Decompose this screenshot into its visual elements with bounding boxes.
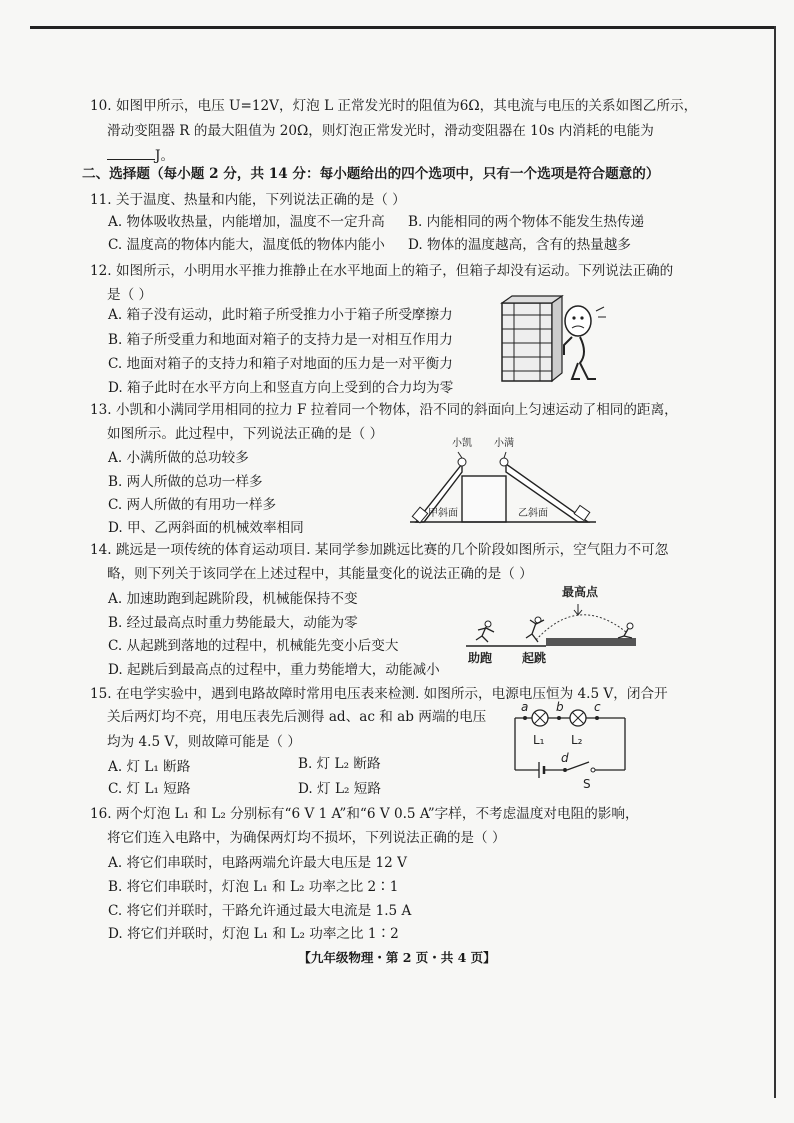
q11-option-d: D. 物体的温度越高，含有的热量越多 bbox=[408, 237, 631, 253]
q14-fig-run: 助跑 bbox=[468, 651, 493, 665]
q16-stem2: 将它们连入电路中，为确保两灯均不损坏，下列说法正确的是（ ） bbox=[107, 830, 506, 846]
q11-option-b: B. 内能相同的两个物体不能发生热传递 bbox=[408, 214, 645, 230]
q10-line2: 滑动变阻器 R 的最大阻值为 20Ω，则灯泡正常发光时，滑动变阻器在 10s 内消耗的电能为 bbox=[107, 123, 654, 139]
q12-option-d: D. 箱子此时在水平方向上和竖直方向上受到的合力均为零 bbox=[108, 380, 454, 396]
q13-fig-left-slope: 甲斜面 bbox=[428, 508, 458, 519]
q16-stem1: 16. 两个灯泡 L₁ 和 L₂ 分别标有“6 V 1 A”和“6 V 0.5 A”字样，不考虑温度对电阻的影响， bbox=[90, 806, 639, 822]
q15-fig-l2: L₂ bbox=[571, 733, 583, 747]
q15-fig-d: d bbox=[561, 751, 569, 765]
q15-fig-s: S bbox=[583, 777, 591, 790]
q16-option-d: D. 将它们并联时，灯泡 L₁ 和 L₂ 功率之比 1∶2 bbox=[108, 926, 399, 942]
q14-option-a: A. 加速助跑到起跳阶段，机械能保持不变 bbox=[108, 591, 358, 607]
q13-slope-figure bbox=[410, 432, 610, 532]
q15-stem2: 关后两灯均不亮，用电压表先后测得 ad、ac 和 ab 两端的电压 bbox=[107, 709, 487, 725]
q13-fig-right-person: 小满 bbox=[494, 438, 514, 449]
q14-option-d: D. 起跳后到最高点的过程中，重力势能增大，动能减小 bbox=[108, 662, 440, 678]
q15-option-b: B. 灯 L₂ 断路 bbox=[298, 756, 381, 772]
q15-stem1: 15. 在电学实验中，遇到电路故障时常用电压表来检测. 如图所示，电源电压恒为 4.5 V，闭合开 bbox=[90, 686, 668, 702]
q14-long-jump-figure bbox=[466, 580, 646, 665]
q15-fig-b: b bbox=[556, 700, 564, 714]
q14-stem1: 14. 跳远是一项传统的体育运动项目. 某同学参加跳远比赛的几个阶段如图所示，空气阻力不可忽 bbox=[90, 542, 669, 558]
q12-option-b: B. 箱子所受重力和地面对箱子的支持力是一对相互作用力 bbox=[108, 332, 453, 348]
q12-stem1: 12. 如图所示，小明用水平推力推静止在水平地面上的箱子，但箱子却没有运动。下列说法正确的 bbox=[90, 263, 674, 279]
q15-option-a: A. 灯 L₁ 断路 bbox=[108, 759, 191, 775]
q15-stem3: 均为 4.5 V，则故障可能是（ ） bbox=[107, 734, 301, 750]
q13-stem1: 13. 小凯和小满同学用相同的拉力 F 拉着同一个物体，沿不同的斜面向上匀速运动了相同的距离， bbox=[90, 402, 678, 418]
q13-option-c: C. 两人所做的有用功一样多 bbox=[108, 497, 277, 513]
q11-option-a: A. 物体吸收热量，内能增加，温度不一定升高 bbox=[108, 214, 385, 230]
section2-header: 二、选择题（每小题 2 分，共 14 分：每小题给出的四个选项中，只有一个选项是符合题意的） bbox=[82, 166, 660, 182]
q13-option-d: D. 甲、乙两斜面的机械效率相同 bbox=[108, 520, 304, 536]
q13-stem2: 如图所示。此过程中，下列说法正确的是（ ） bbox=[107, 426, 384, 442]
q12-option-c: C. 地面对箱子的支持力和箱子对地面的压力是一对平衡力 bbox=[108, 356, 453, 372]
q16-option-a: A. 将它们串联时，电路两端允许最大电压是 12 V bbox=[108, 855, 407, 871]
q14-fig-jump: 起跳 bbox=[522, 651, 547, 665]
q14-stem2: 略，则下列关于该同学在上述过程中，其能量变化的说法正确的是（ ） bbox=[107, 566, 533, 582]
q13-fig-left-person: 小凯 bbox=[452, 438, 472, 449]
q14-option-c: C. 从起跳到落地的过程中，机械能先变小后变大 bbox=[108, 638, 399, 654]
q15-fig-l1: L₁ bbox=[533, 733, 545, 747]
q16-option-c: C. 将它们并联时，干路允许通过最大电流是 1.5 A bbox=[108, 903, 412, 919]
q12-stem2: 是（ ） bbox=[107, 287, 153, 303]
q15-option-c: C. 灯 L₁ 短路 bbox=[108, 781, 191, 797]
q13-option-b: B. 两人所做的总功一样多 bbox=[108, 474, 263, 490]
q11-option-c: C. 温度高的物体内能大，温度低的物体内能小 bbox=[108, 237, 385, 253]
q10-line1: 10. 如图甲所示，电压 U=12V，灯泡 L 正常发光时的阻值为6Ω，其电流与电压的关系如图乙所示， bbox=[90, 98, 698, 114]
q12-option-a: A. 箱子没有运动，此时箱子所受推力小于箱子所受摩擦力 bbox=[108, 307, 453, 323]
q10-unit: J。 bbox=[155, 148, 175, 164]
q15-fig-a: a bbox=[521, 700, 529, 714]
q13-fig-right-slope: 乙斜面 bbox=[518, 508, 548, 519]
q15-option-d: D. 灯 L₂ 短路 bbox=[298, 781, 381, 797]
page-footer: 【九年级物理・第 2 页・共 4 页】 bbox=[298, 950, 496, 965]
q14-option-b: B. 经过最高点时重力势能最大，动能为零 bbox=[108, 615, 358, 631]
q11-stem: 11. 关于温度、热量和内能，下列说法正确的是（ ） bbox=[90, 192, 406, 208]
q15-circuit-figure bbox=[505, 700, 645, 790]
q14-fig-top: 最高点 bbox=[562, 585, 599, 599]
answer-blank bbox=[107, 145, 155, 160]
q12-box-figure bbox=[492, 293, 612, 393]
q13-option-a: A. 小满所做的总功较多 bbox=[108, 450, 249, 466]
top-border bbox=[30, 26, 775, 29]
right-border bbox=[774, 26, 776, 1098]
q15-fig-c: c bbox=[594, 700, 601, 714]
q16-option-b: B. 将它们串联时，灯泡 L₁ 和 L₂ 功率之比 2∶1 bbox=[108, 879, 399, 895]
